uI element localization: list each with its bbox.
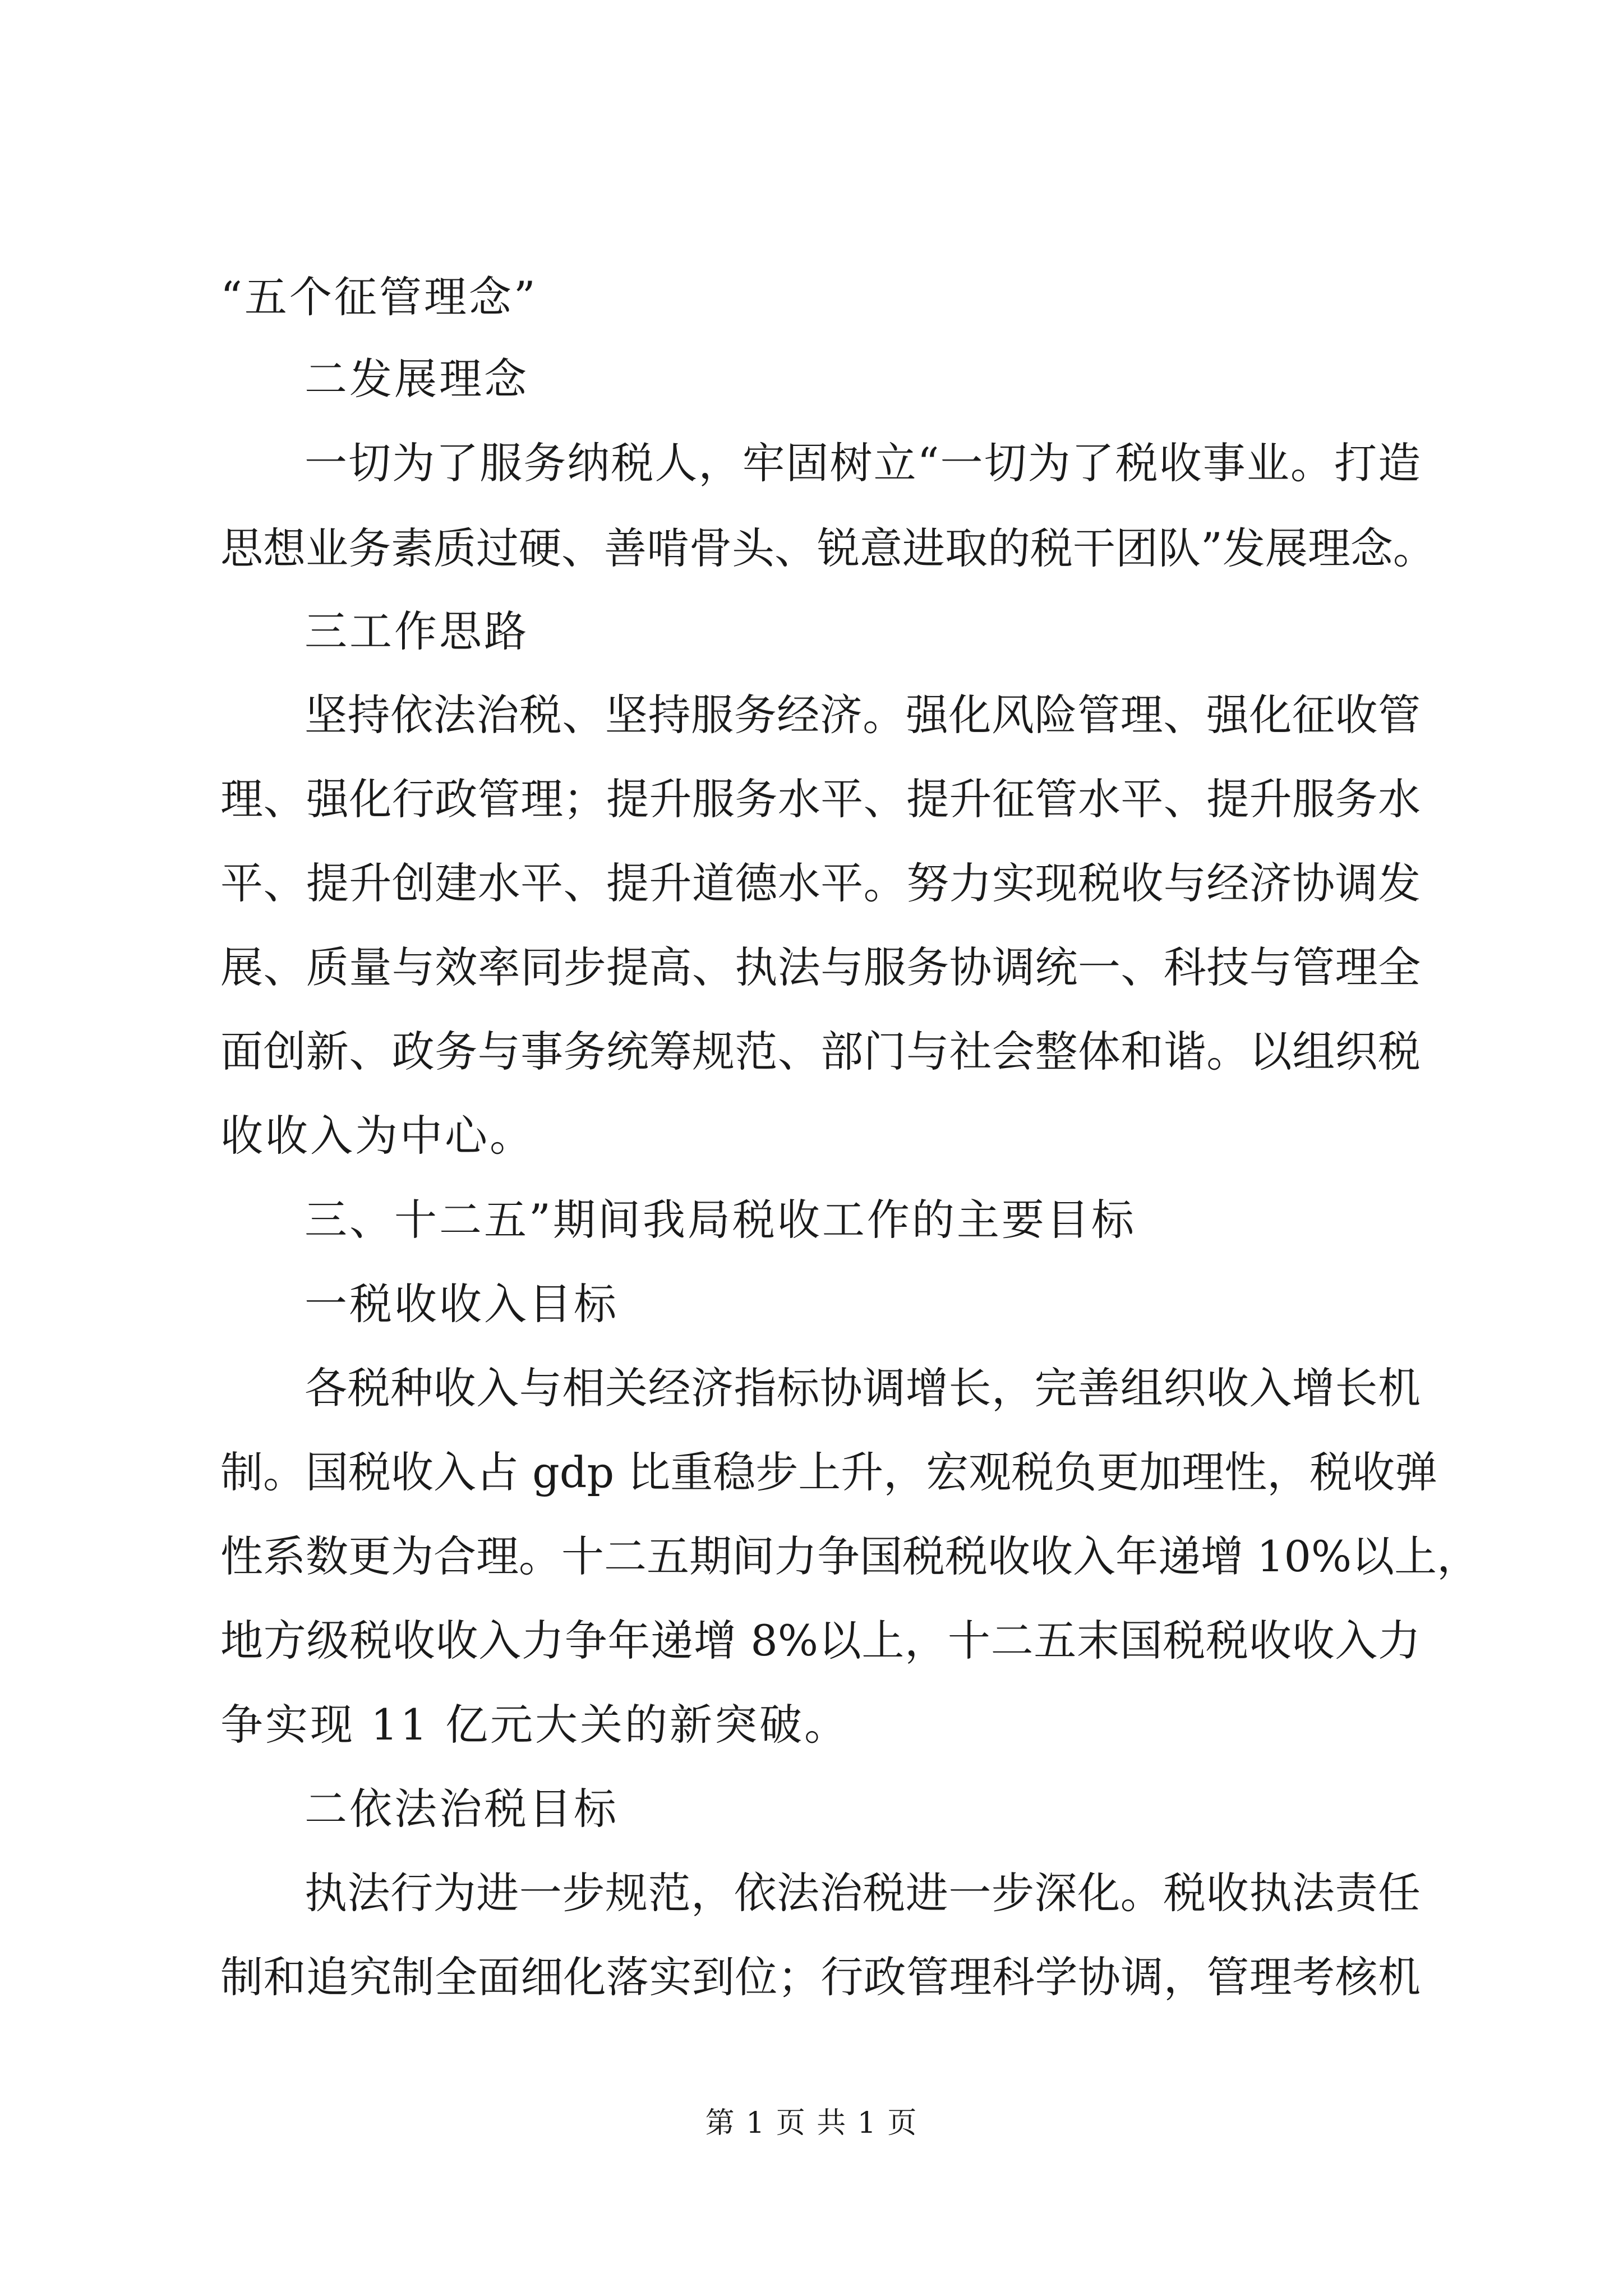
paragraph-line: 平、提升创建水平、提升道德水平。努力实现税收与经济协调发 <box>220 858 1421 908</box>
paragraph-line: 制。国税收入占 gdp 比重稳步上升，宏观税负更加理性，税收弹 <box>220 1447 1438 1497</box>
paragraph-line: 收收入为中心。 <box>220 1111 534 1161</box>
paragraph-line: 理、强化行政管理；提升服务水平、提升征管水平、提升服务水 <box>220 774 1421 824</box>
paragraph-line: 地方级税收收入力争年递增 8%以上，十二五末国税税收收入力 <box>220 1616 1421 1665</box>
heading-tax-revenue-goal: 一税收收入目标 <box>305 1279 619 1329</box>
paragraph-line: 一切为了服务纳税人，牢固树立“一切为了税收事业。打造 <box>305 438 1421 488</box>
paragraph-line: 制和追究制全面细化落实到位；行政管理科学协调，管理考核机 <box>220 1952 1421 2002</box>
heading-work-ideas: 三工作思路 <box>305 606 529 656</box>
paragraph-line: 思想业务素质过硬、善啃骨头、锐意进取的税干团队”发展理念。 <box>220 523 1436 573</box>
heading-rule-of-law-goal: 二依法治税目标 <box>305 1784 619 1834</box>
paragraph-line: 争实现 11 亿元大关的新突破。 <box>220 1700 850 1750</box>
page-number-footer: 第 1 页 共 1 页 <box>705 2106 918 2140</box>
paragraph-line: 面创新、政务与事务统筹规范、部门与社会整体和谐。以组织税 <box>220 1027 1421 1076</box>
paragraph-line: 性系数更为合理。十二五期间力争国税税收收入年递增 10%以上， <box>220 1531 1480 1581</box>
heading-five-concepts: “五个征管理念” <box>220 272 538 322</box>
paragraph-line: 展、质量与效率同步提高、执法与服务协调统一、科技与管理全 <box>220 942 1421 992</box>
paragraph-line: 坚持依法治税、坚持服务经济。强化风险管理、强化征收管 <box>305 690 1421 740</box>
heading-main-goals: 三、十二五”期间我局税收工作的主要目标 <box>305 1195 1136 1245</box>
paragraph-line: 各税种收入与相关经济指标协调增长，完善组织收入增长机 <box>305 1363 1421 1413</box>
paragraph-line: 执法行为进一步规范，依法治税进一步深化。税收执法责任 <box>305 1868 1421 1918</box>
heading-development-concept: 二发展理念 <box>305 354 529 404</box>
